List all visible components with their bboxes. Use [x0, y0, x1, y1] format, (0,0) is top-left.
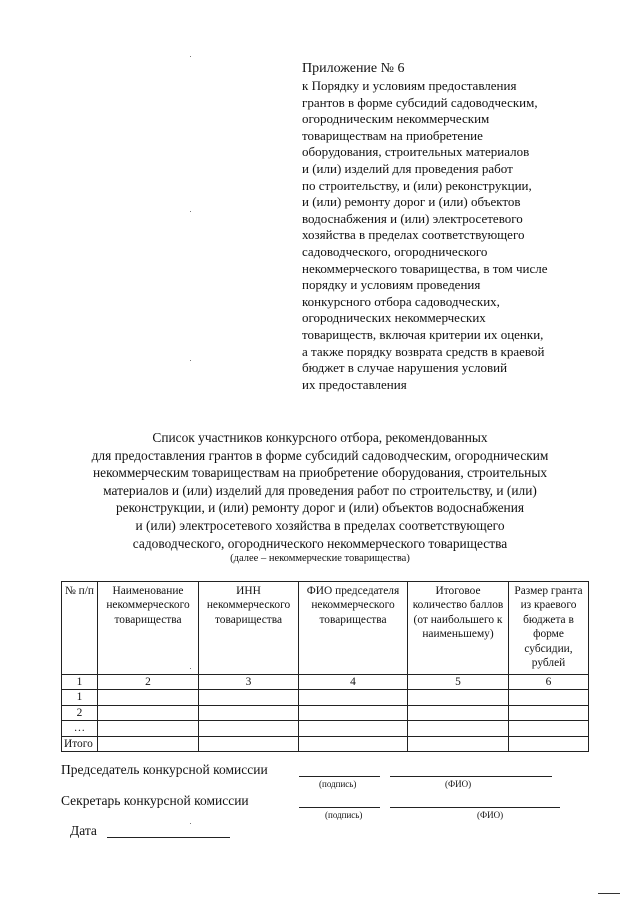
chairman-sign-line [299, 776, 380, 777]
header-grant: Размер гранта из краевого бюджета в форме субсидии, рублей [509, 582, 589, 675]
secretary-sign-line [299, 807, 380, 808]
appendix-block [302, 60, 602, 393]
column-number: 6 [509, 675, 589, 690]
table-cell [199, 736, 299, 751]
table-cell [509, 690, 589, 705]
table-cell [299, 721, 408, 736]
chairman-name-line [390, 776, 552, 777]
column-number-row [62, 675, 589, 690]
title-line: Список участников конкурсного отбора, рекомендованных [152, 430, 488, 445]
title-line: садоводческого, огороднического некоммерческого товарищества [132, 535, 508, 551]
appendix-line: а также порядку возврата средств в краевой [302, 343, 545, 359]
header-score: Итоговое количество баллов (от наибольшего к наименьшему) [408, 582, 509, 675]
table-header-row [62, 582, 589, 675]
date-label: Дата [70, 823, 97, 838]
appendix-lines [302, 78, 602, 393]
appendix-line: хозяйства в пределах соответствующего [302, 227, 525, 243]
table-cell [299, 690, 408, 705]
secretary-label: Секретарь конкурсной комиссии [61, 793, 249, 808]
appendix-line: и (или) изделий для проведения работ [302, 160, 513, 176]
secretary-name-line [390, 807, 560, 808]
header-number: № п/п [62, 582, 98, 675]
table-cell [199, 690, 299, 705]
row-number: 1 [62, 690, 98, 705]
header-inn: ИНН некоммерческого товарищества [199, 582, 299, 675]
page-mark [598, 893, 620, 894]
participants-table [61, 581, 589, 752]
scan-speck [190, 668, 191, 669]
scan-speck [190, 360, 191, 361]
title-line: реконструкции, и (или) ремонту дорог и (или) объектов водоснабжения [115, 500, 525, 516]
secretary-sign-caption: (подпись) [325, 810, 363, 820]
row-number: … [62, 721, 98, 736]
table-cell [408, 705, 509, 720]
chairman-name-caption: (ФИО) [445, 779, 472, 789]
table-cell [98, 721, 199, 736]
table-cell [299, 705, 408, 720]
title-line: материалов и (или) изделий для проведения работ по строительству, и (или) [103, 482, 537, 498]
table-cell [509, 736, 589, 751]
table-cell [509, 705, 589, 720]
appendix-line: садоводческого, огороднического [302, 243, 488, 259]
column-number: 4 [299, 675, 408, 690]
table-row [62, 705, 589, 720]
appendix-line: к Порядку и условиям предоставления [302, 78, 517, 93]
appendix-line: оборудования, строительных материалов [302, 144, 530, 160]
table-row [62, 721, 589, 736]
chairman-label: Председатель конкурсной комиссии [61, 762, 268, 777]
title-line: и (или) электросетевого хозяйства в пределах соответствующего [135, 517, 505, 533]
header-chairman: ФИО председателя некоммерческого товарищества [299, 582, 408, 675]
appendix-line: бюджет в случае нарушения условий [302, 360, 508, 376]
date-line [107, 837, 230, 838]
appendix-line: огородническим некоммерческим [302, 111, 490, 127]
column-number: 1 [62, 675, 98, 690]
column-number: 5 [408, 675, 509, 690]
scan-speck [190, 211, 191, 212]
appendix-line: огороднических некоммерческих [302, 310, 486, 326]
table-cell [199, 705, 299, 720]
header-name: Наименование некоммерческого товарищества [98, 582, 199, 675]
table-cell [98, 705, 199, 720]
table-cell [199, 721, 299, 736]
list-title [40, 429, 600, 566]
appendix-line: грантов в форме субсидий садоводческим, [302, 94, 538, 110]
title-line: для предоставления грантов в форме субсидий садоводческим, огородническим [91, 447, 549, 463]
total-row [62, 736, 589, 751]
appendix-line: товариществам на приобретение [302, 127, 483, 143]
appendix-line: водоснабжения и (или) электросетевого [302, 210, 523, 226]
scan-speck [190, 56, 191, 57]
table-cell [408, 736, 509, 751]
table-cell [299, 736, 408, 751]
appendix-line: по строительству, и (или) реконструкции, [302, 177, 532, 193]
table-cell [98, 690, 199, 705]
table-cell [408, 690, 509, 705]
total-label: Итого [62, 736, 98, 751]
appendix-heading: Приложение № 6 [302, 61, 405, 76]
table-cell [408, 721, 509, 736]
appendix-line: конкурсного отбора садоводческих, [302, 293, 500, 309]
title-line: некоммерческим товариществам на приобретение оборудования, строительных [92, 465, 548, 481]
column-number: 2 [98, 675, 199, 690]
column-number: 3 [199, 675, 299, 690]
table-row [62, 690, 589, 705]
appendix-line: порядку и условиям проведения [302, 277, 481, 293]
title-note: (далее – некоммерческие товарищества) [230, 553, 410, 565]
appendix-line: их предоставления [302, 376, 407, 392]
appendix-line: некоммерческого товарищества, в том числе [302, 260, 548, 276]
table-cell [98, 736, 199, 751]
table-cell [509, 721, 589, 736]
appendix-line: товариществ, включая критерии их оценки, [302, 326, 544, 342]
scan-speck [190, 823, 191, 824]
row-number: 2 [62, 705, 98, 720]
chairman-sign-caption: (подпись) [319, 779, 357, 789]
appendix-line: и (или) ремонту дорог и (или) объектов [302, 194, 521, 210]
secretary-name-caption: (ФИО) [477, 810, 504, 820]
